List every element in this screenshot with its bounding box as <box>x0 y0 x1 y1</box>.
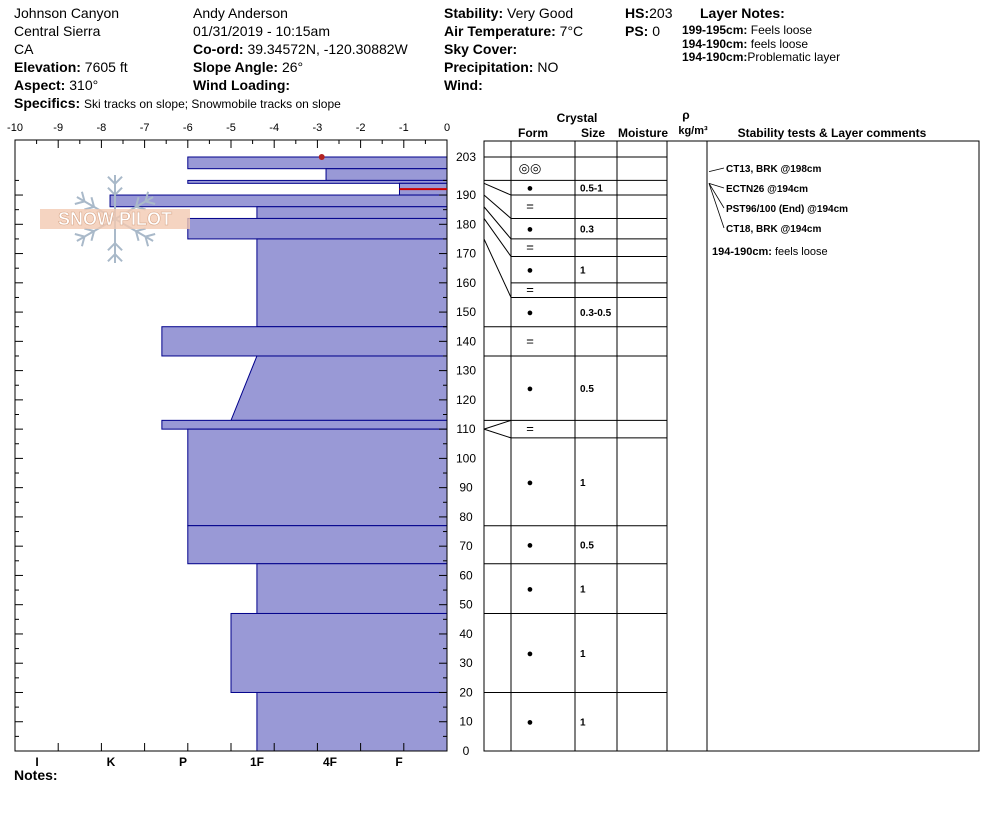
air-temp-label: Air Temperature: <box>444 23 556 39</box>
hardness-layer <box>257 692 447 751</box>
snowflake-branch <box>115 188 122 195</box>
depth-tick-label: 70 <box>459 539 473 554</box>
state-name: CA <box>14 41 34 57</box>
depth-tick-label: 120 <box>455 392 477 407</box>
depth-tick-label: 60 <box>459 568 473 583</box>
connector-line <box>484 429 511 438</box>
layer-form: ◎◎ <box>518 160 542 176</box>
location-name: Johnson Canyon <box>14 5 120 21</box>
layer-form: ● <box>526 476 534 489</box>
layer-table <box>484 108 979 751</box>
header-density: kg/m³ <box>678 125 708 137</box>
hardness-layer <box>231 356 447 420</box>
sky-label: Sky Cover: <box>444 41 518 57</box>
ps-value: 0 <box>652 23 661 39</box>
layer-comment-text: feels loose <box>771 246 828 258</box>
stability-test-arrow <box>709 183 724 228</box>
aspect-label: Aspect: <box>14 77 66 93</box>
aspect-value: 310° <box>69 77 99 93</box>
hardness-tick-label: I <box>35 755 39 769</box>
hardness-layer <box>188 157 447 169</box>
temp-tick-label: -8 <box>96 122 107 134</box>
stability-test: CT13, BRK @198cm <box>726 164 822 175</box>
temp-tick-label: -4 <box>269 122 280 134</box>
snowflake-branch <box>108 243 115 250</box>
stability-value: Very Good <box>507 5 574 21</box>
depth-tick-label: 90 <box>459 480 473 495</box>
depth-tick-label: 100 <box>455 451 477 466</box>
logo-text: SNOW PILOT <box>58 209 172 229</box>
layer-note-text: Problematic layer <box>747 50 841 64</box>
snowflake-branch <box>115 243 122 250</box>
stability-test-arrow <box>709 168 724 172</box>
depth-tick-label: 80 <box>459 509 473 524</box>
stability-label: Stability: <box>444 5 504 21</box>
depth-tick-label: 0 <box>462 744 470 758</box>
temp-tick-label: -6 <box>182 122 193 134</box>
hardness-layer <box>188 526 447 564</box>
layer-size: 0.3-0.5 <box>580 308 612 320</box>
stability-test: PST96/100 (End) @194cm <box>726 204 849 215</box>
stability-test: CT18, BRK @194cm <box>726 224 822 235</box>
depth-tick-label: 190 <box>455 188 477 203</box>
snowflake-branch <box>108 177 115 184</box>
hardness-layer <box>188 218 447 238</box>
precip-value: NO <box>537 59 559 75</box>
snowflake-branch <box>115 254 122 261</box>
hardness-layer <box>188 429 447 526</box>
specifics-label: Specifics: <box>14 95 81 111</box>
header-crystal: Crystal <box>556 111 598 125</box>
temp-tick-label: -2 <box>355 122 366 134</box>
hardness-layer <box>110 195 447 207</box>
temp-tick-label: -1 <box>398 122 409 134</box>
layer-form: ● <box>526 383 534 396</box>
hardness-layer <box>231 613 447 692</box>
layer-note-range: 194-190cm: <box>682 37 748 51</box>
header-size: Size <box>580 126 606 140</box>
layer-form: = <box>526 198 534 214</box>
depth-tick-label: 10 <box>459 714 473 729</box>
observation-datetime: 01/31/2019 - 10:15am <box>193 23 330 39</box>
layer-form: = <box>526 333 534 349</box>
layer-form: ● <box>526 264 534 277</box>
layer-size: 1 <box>580 584 586 596</box>
depth-tick-label: 30 <box>459 656 473 671</box>
layer-note-text: feels loose <box>750 37 809 51</box>
layer-size: 1 <box>580 717 586 729</box>
elevation-label: Elevation: <box>14 59 81 75</box>
hardness-layer <box>257 564 447 614</box>
layer-form: ● <box>526 716 534 729</box>
layer-form: ● <box>526 307 534 320</box>
connector-line <box>484 207 511 239</box>
wind-label: Wind: <box>444 77 483 93</box>
depth-tick-label: 40 <box>459 626 473 641</box>
depth-tick-label: 110 <box>456 422 476 437</box>
layer-size: 1 <box>580 477 586 489</box>
connector-line <box>484 239 511 298</box>
temp-tick-label: -9 <box>53 122 64 134</box>
slope-value: 26° <box>281 59 304 75</box>
layer-note-range: 194-190cm: <box>682 50 748 64</box>
layer-form: ● <box>526 539 534 552</box>
depth-tick-label: 140 <box>455 334 477 349</box>
depth-tick-label: 130 <box>455 363 477 378</box>
depth-tick-label: 170 <box>455 246 477 261</box>
specifics-value: Ski tracks on slope; Snowmobile tracks on slope <box>84 97 341 111</box>
hardness-layer <box>257 239 447 327</box>
connector-line <box>484 195 511 218</box>
connector-line <box>484 218 511 256</box>
hardness-layer <box>162 420 447 429</box>
layer-comment-range: 194-190cm: <box>712 246 772 258</box>
header-rho: ρ <box>682 108 690 122</box>
depth-tick-label: 160 <box>455 275 477 290</box>
depth-tick-label: 180 <box>455 217 477 232</box>
notes-label: Notes: <box>14 767 58 783</box>
elevation-value: 7605 ft <box>84 59 128 75</box>
layer-note-range: 199-195cm: <box>682 23 748 37</box>
depth-top-label: 203 <box>455 150 477 164</box>
observer-name: Andy Anderson <box>193 5 288 21</box>
layer-notes-title: Layer Notes: <box>700 5 785 21</box>
coord-label: Co-ord: <box>193 41 244 57</box>
temp-tick-label: -3 <box>312 122 323 134</box>
snowflake-branch <box>108 188 115 195</box>
snowflake-branch <box>75 201 85 204</box>
hardness-layer <box>162 327 447 356</box>
temp-tick-label: -10 <box>7 122 23 134</box>
layer-comment <box>712 246 828 258</box>
header-moisture: Moisture <box>617 126 669 140</box>
layer-size: 0.3 <box>580 224 594 236</box>
air-temp-value: 7°C <box>559 23 584 39</box>
connector-line <box>484 183 511 195</box>
depth-tick-label: 150 <box>455 305 477 320</box>
snowflake-branch <box>75 234 85 237</box>
depth-tick-label: 20 <box>459 685 473 700</box>
layer-form: = <box>526 421 534 437</box>
hardness-tick-label: F <box>395 755 403 769</box>
ps-label: PS: <box>625 23 649 39</box>
slope-label: Slope Angle: <box>193 59 279 75</box>
stability-test: ECTN26 @194cm <box>726 184 809 195</box>
wind-loading-label: Wind Loading: <box>193 77 291 93</box>
layer-note-text: Feels loose <box>750 23 813 37</box>
snowflake-branch <box>115 177 122 184</box>
layer-size: 0.5-1 <box>580 183 603 195</box>
temperature-point <box>319 154 325 160</box>
hardness-tick-label: 1F <box>249 755 265 769</box>
header-comments: Stability tests & Layer comments <box>737 126 927 140</box>
depth-tick-label: 50 <box>459 597 473 612</box>
coord-value: 39.34572N, -120.30882W <box>247 41 408 57</box>
hardness-layer <box>326 169 447 181</box>
layer-form: ● <box>526 223 534 236</box>
layer-size: 1 <box>580 265 586 277</box>
hardness-tick-label: 4F <box>322 755 338 769</box>
temp-tick-label: -7 <box>139 122 150 134</box>
range-name: Central Sierra <box>14 23 101 39</box>
connector-line <box>484 420 511 429</box>
layer-form: ● <box>526 583 534 596</box>
temp-tick-label: 0 <box>443 122 451 134</box>
layer-size: 0.5 <box>580 540 594 552</box>
snowpilot-logo <box>40 175 190 263</box>
temp-tick-label: -5 <box>226 122 236 134</box>
layer-size: 0.5 <box>580 384 594 396</box>
layer-form: = <box>526 282 534 298</box>
layer-size: 1 <box>580 648 586 660</box>
layer-form: ● <box>526 182 534 195</box>
hardness-tick-label: K <box>106 755 116 769</box>
snowflake-branch <box>145 234 155 237</box>
hs-value: 203 <box>649 5 673 21</box>
hs-label: HS: <box>625 5 650 21</box>
layer-form: ● <box>526 647 534 660</box>
layer-form: = <box>526 239 534 255</box>
hardness-layer <box>257 207 447 219</box>
snowflake-branch <box>108 254 115 261</box>
precip-label: Precipitation: <box>444 59 534 75</box>
header-form: Form <box>518 126 548 140</box>
hardness-tick-label: P <box>178 755 188 769</box>
